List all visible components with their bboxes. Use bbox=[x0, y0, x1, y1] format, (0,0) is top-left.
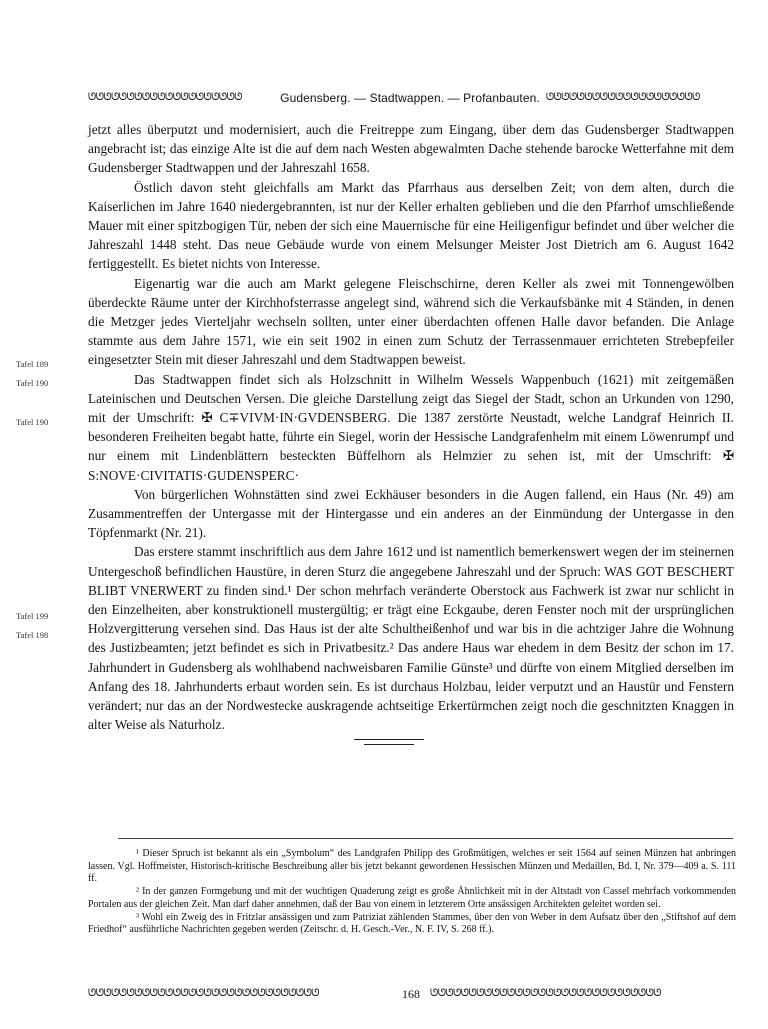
running-head-title: Gudensberg. — Stadtwappen. — Profanbauten. bbox=[280, 91, 540, 105]
margin-note-tafel: Tafel 198 bbox=[16, 630, 49, 640]
footnotes bbox=[88, 848, 736, 937]
footnote: ² In der ganzen Formgebung und mit der wuchtigen Quaderung zeigt es große Ähnlichkeit mit in der Altstadt von Cassel mehrfach vorkommenden Portalen aus der gleichen Zeit. Man darf daher annehmen, daß der Bau von einem in letzterem Orte ansässigen Architekten geleitet worden sei. bbox=[88, 886, 736, 910]
paragraph: Von bürgerlichen Wohnstätten sind zwei Eckhäuser besonders in die Augen fallend, ein Haus (Nr. 49) am Zusammentreffen der Untergasse mit der Hintergasse und ein anderes an der Einmündung der Untergasse in den Töpfenmarkt (Nr. 21). bbox=[88, 486, 734, 541]
margin-note-tafel: Tafel 190 bbox=[16, 378, 49, 388]
footnote-rule bbox=[118, 838, 733, 839]
running-head bbox=[88, 90, 732, 106]
section-divider bbox=[354, 739, 424, 740]
paragraph: Eigenartig war die auch am Markt gelegene Fleischschirne, deren Keller als zwei mit Tonnengewölben überdeckte Räume unter der Kirchhofsterrasse angelegt sind, während sich die Verkaufsbänke mit 4 Ständen, in denen die Metzger jedes Vierteljahr wechseln sollten, unter einer überdachten offenen Halle davor befanden. Die Anlage stammte aus dem Jahre 1571, wie ein seit 1902 in einen zum Schutz der Terrassenmauer errichteten Strebepfeiler eingesetzter Stein mit dieser Jahreszahl und dem Stadtwappen beweist. bbox=[88, 275, 734, 368]
footnote: ³ Wohl ein Zweig des in Fritzlar ansässigen und zum Patriziat zählenden Stammes, über den von Weber in dem Aufsatz über den „Stiftshof auf dem Friedhof“ ausführliche Nachrichten gegeben werden (Zeitschr. d. H. Gesch.-Ver., N. F. IV, S. 268 ff.). bbox=[88, 911, 736, 936]
header-ornament-left: ᘎᘎᘎᘎᘎᘎᘎᘎᘎᘎᘎᘎᘎᘎᘎᘎᘎᘎᘎᘎ bbox=[88, 92, 242, 103]
footer-ornament-right: ᘎᘎᘎᘎᘎᘎᘎᘎᘎᘎᘎᘎᘎᘎᘎᘎᘎᘎᘎᘎᘎᘎᘎᘎᘎᘎᘎᘎᘎᘎ bbox=[430, 988, 661, 999]
paragraph: jetzt alles überputzt und modernisiert, auch die Freitreppe zum Eingang, über dem das Gudensberger Stadtwappen angebracht ist; das einzige Alte ist die auf dem nach Westen abgewalmten Dache stehende barocke Wetterfahne mit dem Gudensberger Stadtwappen und der Jahreszahl 1658. bbox=[88, 122, 734, 176]
footnote: ¹ Dieser Spruch ist bekannt als ein „Symbolum“ des Landgrafen Philipp des Großmütigen, welches er seit 1564 auf seinen Münzen hat anbringen lassen. Vgl. Hoffmeister, Historisch-kritische Beschreibung aller bis jetzt bekannt gewordenen Hessischen Münzen und Medaillen, Bd. I, Nr. 379—409 a. S. 111 ff. bbox=[88, 848, 736, 885]
margin-note-tafel: Tafel 199 bbox=[16, 611, 49, 621]
margin-note-tafel: Tafel 190 bbox=[16, 417, 49, 427]
paragraph: Das Stadtwappen findet sich als Holzschnitt in Wilhelm Wessels Wappenbuch (1621) mit zeitgemäßen Lateinischen und Deutschen Versen. Die gleiche Darstellung zeigt das Siegel der Stadt, schon an Urkunden von 1290, mit der Umschrift: ✠ C∓VIVM·IN·GVDENSBERG. Die 1387 zerstörte Neustadt, welche Landgraf Heinrich II. besonderen Freiheiten begabt hatte, führte ein Siegel, worin der Hessische Landgrafenhelm mit einem Löwenrumpf und nur einem mit Lindenblättern besteckten Büffelhorn als Helmzier zu sehen ist, mit der Umschrift: ✠ S:NOVE·CIVITATIS·GUDENSPERC· bbox=[88, 371, 734, 483]
margin-note-tafel: Tafel 189 bbox=[16, 359, 49, 369]
header-ornament-right: ᘎᘎᘎᘎᘎᘎᘎᘎᘎᘎᘎᘎᘎᘎᘎᘎᘎᘎᘎᘎ bbox=[545, 92, 700, 103]
footer-ornament-left: ᘎᘎᘎᘎᘎᘎᘎᘎᘎᘎᘎᘎᘎᘎᘎᘎᘎᘎᘎᘎᘎᘎᘎᘎᘎᘎᘎᘎᘎᘎ bbox=[88, 988, 319, 999]
page-footer bbox=[88, 986, 734, 1002]
page-number: 168 bbox=[402, 986, 420, 1001]
section-divider bbox=[364, 744, 414, 745]
paragraph: Das erstere stammt inschriftlich aus dem Jahre 1612 und ist namentlich bemerkenswert wegen der im steinernen Untergeschoß befindlichen Haustüre, in deren Sturz die angegebene Jahreszahl und der Spruch: WAS GOT BESCHERT BLIBT VNERWERT zu finden sind.¹ Der schon mehrfach veränderte Oberstock aus Fachwerk ist zwar nur schlicht in den Einzelheiten, aber konstruktionell mustergültig; er trägt eine Eckgaube, deren Fenster noch mit der ursprünglichen Holzvergitterung versehen sind. Das Haus ist der alte Schultheißenhof und war bis in die achtziger Jahre die Wohnung des Justizbeamten; jetzt befindet es sich in Privatbesitz.² Das andere Haus war ehedem in dem Besitz der schon im 17. Jahrhundert in Gudensberg als wohlhabend nachweisbaren Familie Günste³ und dürfte von einem Mitglied derselben im Anfang des 18. Jahrhunderts erbaut worden sein. Es ist durchaus Holzbau, leider verputzt und an Haustür und Fenstern verändert; nur das an der Nordwestecke auskragende achtseitige Erkertürmchen zeigt noch die geschnitzten Knaggen in alter Weise als Naturholz. bbox=[88, 544, 734, 733]
body-text bbox=[88, 120, 734, 735]
paragraph: Östlich davon steht gleichfalls am Markt das Pfarrhaus aus derselben Zeit; von dem alten, durch die Kaiserlichen im Jahre 1640 niedergebrannten, ist nur der Keller erhalten geblieben und die den Pfarrhof umschließende Mauer mit einer spitzbogigen Tür, neben der sich eine Mauernische für eine Heiligenfigur befindet und über welcher die Jahreszahl 1448 steht. Das neue Gebäude wurde von einem Melsunger Meister Jost Dietrich am 6. August 1642 fertiggestellt. Es bietet nichts von Interesse. bbox=[88, 179, 734, 272]
